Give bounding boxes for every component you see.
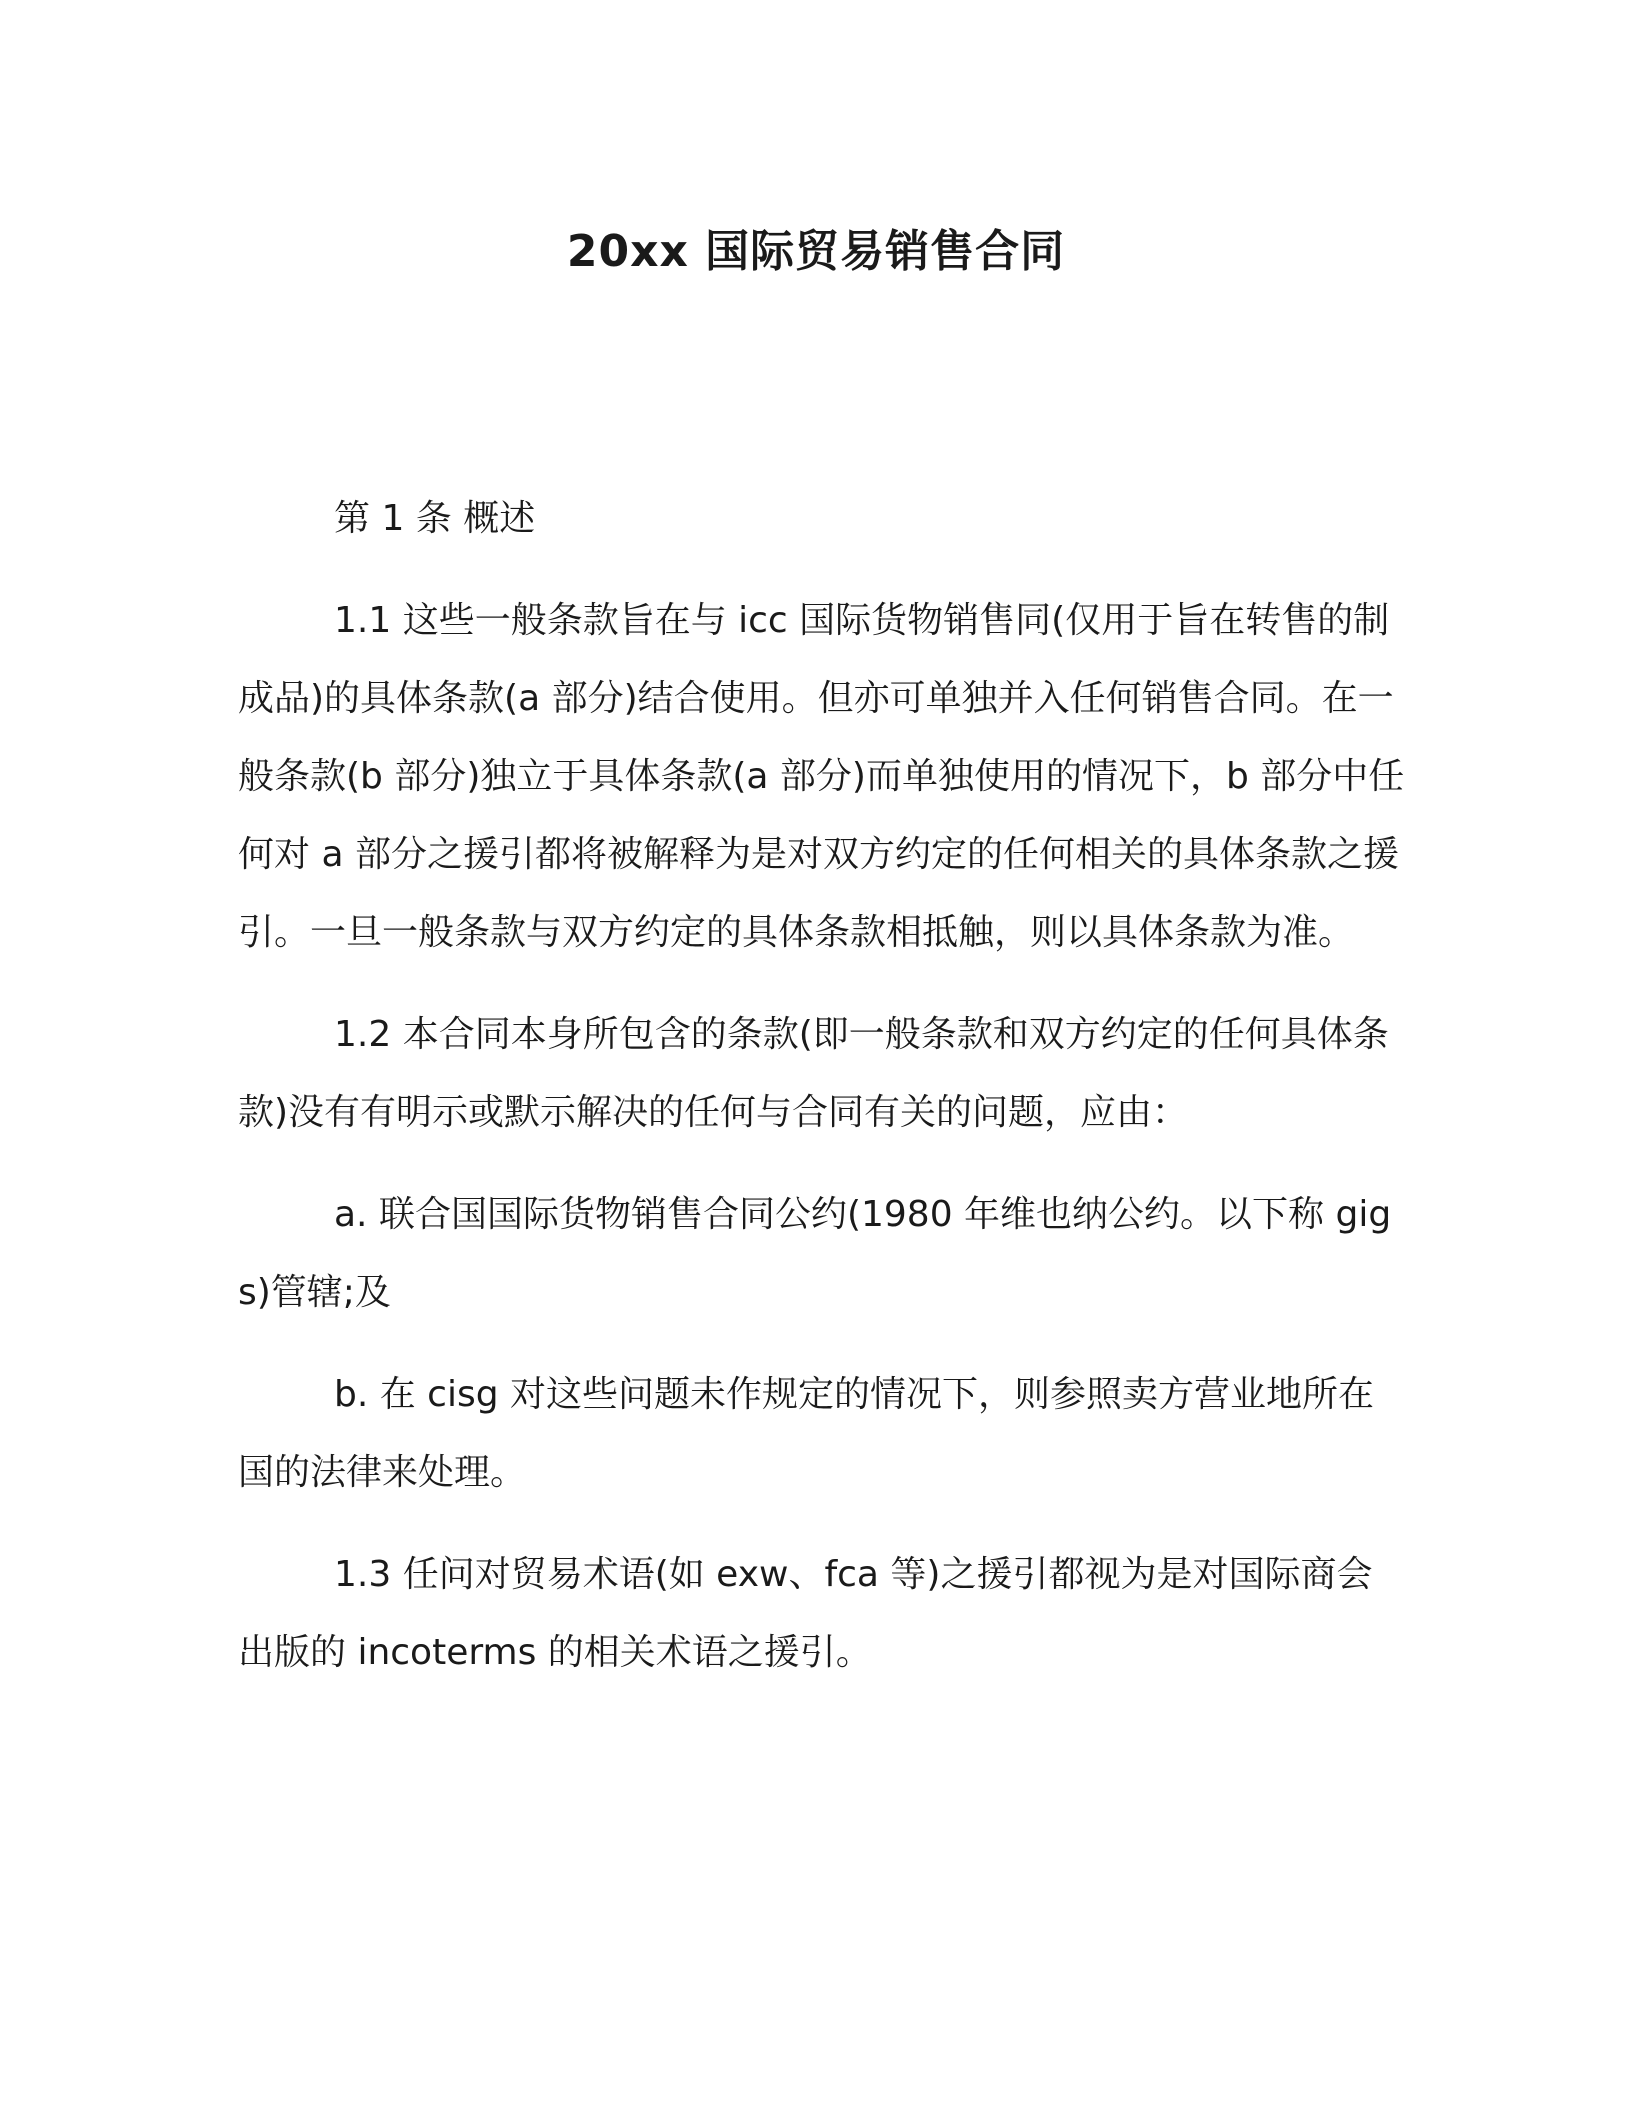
paragraph-item-a: a. 联合国国际货物销售合同公约(1980 年维也纳公约。以下称 gigs)管辖;及	[238, 1194, 1392, 1313]
paragraph-1-1: 1.1 这些一般条款旨在与 icc 国际货物销售同(仅用于旨在转售的制成品)的具体条款(a 部分)结合使用。但亦可单独并入任何销售合同。在一般条款(b 部分)独立于具体条款(a 部分)而单独使用的情况下，b 部分中任何对 a 部分之援引都将被解释为是对双方约定的任何相关的具体条款之援引。一旦一般条款与双方约定的具体条款相抵触，则以具体条款为准。	[238, 600, 1405, 953]
paragraph-1-2: 1.2 本合同本身所包含的条款(即一般条款和双方约定的任何具体条款)没有有明示或默示解决的任何与合同有关的问题，应由：	[238, 1014, 1389, 1133]
section-heading: 第 1 条 概述	[334, 498, 536, 539]
document-title: 20xx 国际贸易销售合同	[566, 226, 1066, 277]
document-body	[238, 480, 1408, 1692]
paragraph-item-b: b. 在 cisg 对这些问题未作规定的情况下，则参照卖方营业地所在国的法律来处理。	[238, 1374, 1375, 1493]
paragraph-1-3: 1.3 任问对贸易术语(如 exw、fca 等)之援引都视为是对国际商会出版的 incoterms 的相关术语之援引。	[238, 1554, 1373, 1673]
